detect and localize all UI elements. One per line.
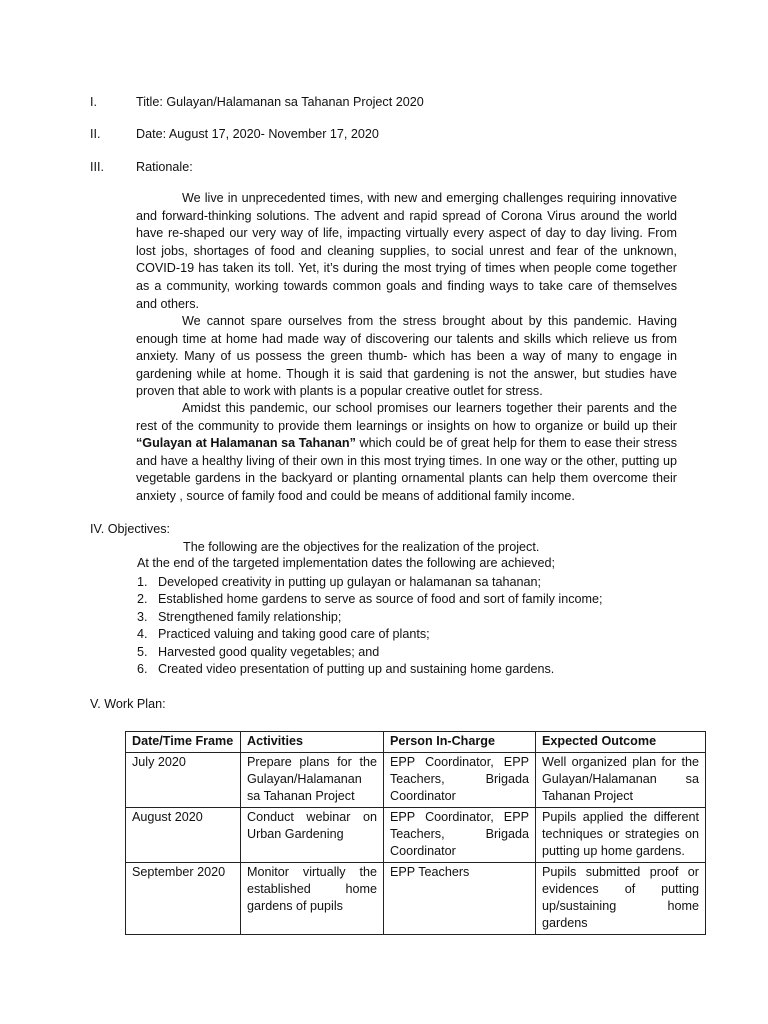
- item-text: Practiced valuing and taking good care of plants;: [158, 627, 430, 642]
- objectives-heading-text: IV. Objectives:: [90, 522, 171, 536]
- section-title: [90, 95, 424, 109]
- section-date: [90, 127, 379, 141]
- section-number: III.: [90, 160, 104, 174]
- table-cell: Pupils submitted proof or evidences of putting up/sustaining home gardens: [536, 863, 706, 935]
- column-header: Date/Time Frame: [126, 732, 241, 753]
- item-number: 4.: [137, 627, 148, 642]
- table-cell: July 2020: [126, 753, 241, 808]
- list-item: [137, 609, 603, 626]
- list-item: [137, 591, 603, 608]
- column-header: Activities: [241, 732, 384, 753]
- column-header: Expected Outcome: [536, 732, 706, 753]
- workplan-table: [125, 731, 706, 935]
- table-cell: EPP Coordinator, EPP Teachers, Brigada Coordinator: [384, 753, 536, 808]
- objectives-intro-2: At the end of the targeted implementation dates the following are achieved;: [137, 556, 555, 570]
- item-number: 6.: [137, 662, 148, 677]
- list-item: [137, 661, 603, 678]
- table-cell: August 2020: [126, 808, 241, 863]
- item-text: Developed creativity in putting up gulayan or halamanan sa tahanan;: [158, 575, 541, 589]
- section-number: I.: [90, 95, 97, 109]
- workplan-heading: [90, 697, 166, 711]
- table-cell: Conduct webinar on Urban Gardening: [241, 808, 384, 863]
- table-cell: EPP Teachers: [384, 863, 536, 935]
- section-rationale-heading: [90, 160, 193, 174]
- table-row: [126, 863, 706, 935]
- project-name-bold: “Gulayan at Halamanan sa Tahanan”: [136, 436, 356, 451]
- table-row: [126, 753, 706, 808]
- table-cell: Monitor virtually the established home gardens of pupils: [241, 863, 384, 935]
- item-text: Created video presentation of putting up and sustaining home gardens.: [158, 662, 555, 677]
- table-header-row: [126, 732, 706, 753]
- table-cell: September 2020: [126, 863, 241, 935]
- objectives-heading: [90, 522, 170, 536]
- project-title: Title: Gulayan/Halamanan sa Tahanan Project 2020: [136, 95, 424, 109]
- objectives-list: [137, 574, 603, 678]
- rationale-p3-text-a: Amidst this pandemic, our school promises our learners together their parents and the rest of the community to provide them learnings or insights on how to organize or build up their: [136, 401, 677, 433]
- table-row: [126, 808, 706, 863]
- rationale-paragraph-1: We live in unprecedented times, with new and emerging challenges requiring innovative and forward-thinking solutions. The advent and rapid spread of Corona Virus around the world have re-shaped our very way of life, impacting virtually every aspect of day to day living. From lost jobs, shortages of food and cleaning supplies, to social unrest and fear of the unknown, COVID-19 has taken its toll. Yet, it’s during the most trying of times when people come together as a community, working towards common goals and finding ways to take care of themselves and others.: [136, 191, 677, 311]
- rationale-heading: Rationale:: [136, 160, 193, 174]
- item-number: 2.: [137, 592, 148, 607]
- item-text: Strengthened family relationship;: [158, 609, 342, 624]
- rationale-paragraph-3: [136, 400, 677, 506]
- workplan-heading-text: V. Work Plan:: [90, 697, 166, 711]
- item-number: 3.: [137, 609, 148, 624]
- objectives-intro-1: The following are the objectives for the realization of the project.: [183, 540, 540, 554]
- section-number: II.: [90, 127, 101, 141]
- list-item: [137, 574, 603, 591]
- project-date: Date: August 17, 2020- November 17, 2020: [136, 127, 379, 141]
- item-number: 1.: [137, 575, 148, 589]
- column-header: Person In-Charge: [384, 732, 536, 753]
- table-cell: Prepare plans for the Gulayan/Halamanan sa Tahanan Project: [241, 753, 384, 808]
- list-item: [137, 644, 603, 661]
- item-number: 5.: [137, 644, 148, 659]
- rationale-paragraph-2: We cannot spare ourselves from the stress brought about by this pandemic. Having enough time at home had made way of discovering our talents and skills which relieve us from anxiety. Many of us possess the green thumb- which has been a way of many to engage in gardening while at home. Though it is said that gardening is not the answer, but studies have proven that able to work with plants is a popular creative outlet for stress.: [136, 314, 677, 399]
- table-cell: Pupils applied the different techniques or strategies on putting up home gardens.: [536, 808, 706, 863]
- item-text: Established home gardens to serve as source of food and sort of family income;: [158, 592, 603, 607]
- item-text: Harvested good quality vegetables; and: [158, 644, 380, 659]
- rationale-p3-text-b: which could be of great help for them to ease their stress and have a healthy living of their own in this most trying times. In one way or the other, putting up vegetable gardens in the backyard or planting ornamental plants can help them overcome their anxiety , source of family food and could be means of additional family income.: [136, 436, 678, 503]
- table-cell: EPP Coordinator, EPP Teachers, Brigada Coordinator: [384, 808, 536, 863]
- list-item: [137, 626, 603, 643]
- table-cell: Well organized plan for the Gulayan/Halamanan sa Tahanan Project: [536, 753, 706, 808]
